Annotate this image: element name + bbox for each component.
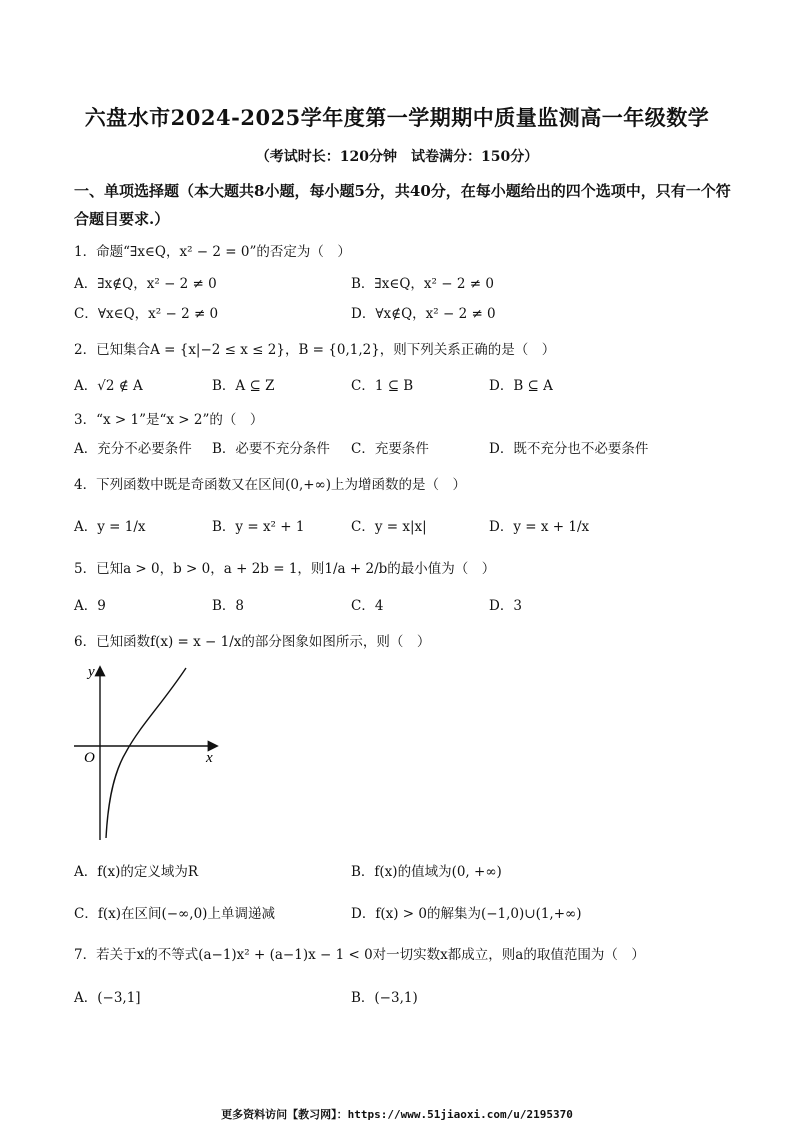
function-curve	[106, 668, 186, 838]
question-2-option-a: A．√2 ∉ A	[74, 378, 143, 394]
origin-label: O	[84, 750, 95, 766]
question-4-option-b: B．y = x² + 1	[212, 519, 305, 535]
question-3-stem: 3．“x > 1”是“x > 2”的（ ）	[74, 412, 264, 428]
function-graph	[70, 660, 230, 845]
question-5-option-b: B．8	[212, 598, 245, 614]
question-2-option-d: D．B ⊆ A	[489, 378, 553, 394]
question-1-stem: 1．命题“∃x∈Q，x² − 2 = 0”的否定为（ ）	[74, 244, 351, 260]
question-2-stem: 2．已知集合A = {x|−2 ≤ x ≤ 2}，B = {0,1,2}，则下列关系正确的是（ ）	[74, 342, 556, 358]
page-title: 六盘水市2024-2025学年度第一学期期中质量监测高一年级数学	[84, 105, 710, 130]
question-2-option-c: C．1 ⊆ B	[351, 378, 414, 394]
question-1-option-d: D．∀x∉Q，x² − 2 ≠ 0	[351, 306, 496, 322]
question-6-option-d: D．f(x) > 0的解集为(−1,0)∪(1,+∞)	[351, 906, 582, 922]
question-5-option-c: C．4	[351, 598, 384, 614]
question-4-option-c: C．y = x|x|	[351, 519, 427, 535]
question-1-option-b: B．∃x∈Q，x² − 2 ≠ 0	[351, 276, 494, 292]
question-5-option-d: D．3	[489, 598, 522, 614]
question-2-option-b: B．A ⊆ Z	[212, 378, 275, 394]
question-1-option-a: A．∃x∉Q，x² − 2 ≠ 0	[74, 276, 217, 292]
question-6-option-c: C．f(x)在区间(−∞,0)上单调递减	[74, 906, 275, 922]
question-4-option-a: A．y = 1/x	[74, 519, 146, 535]
question-7-stem: 7．若关于x的不等式(a−1)x² + (a−1)x − 1 < 0对一切实数x都成立，则a的取值范围为（ ）	[74, 947, 645, 963]
y-axis-label: y	[88, 664, 95, 680]
question-3-option-a: A．充分不必要条件	[74, 441, 192, 457]
section-heading: 一、单项选择题（本大题共8小题，每小题5分，共40分，在每小题给出的四个选项中，只有一个符合题目要求.）	[74, 182, 731, 228]
question-6-option-a: A．f(x)的定义域为R	[74, 864, 199, 880]
question-6-stem: 6．已知函数f(x) = x − 1/x的部分图象如图所示，则（ ）	[74, 634, 431, 650]
exam-info: （考试时长：120分钟 试卷满分：150分）	[255, 149, 539, 165]
x-axis-label: x	[206, 750, 213, 766]
question-4-option-d: D．y = x + 1/x	[489, 519, 590, 535]
question-7-option-a: A．(−3,1]	[74, 990, 141, 1006]
question-3-option-d: D．既不充分也不必要条件	[489, 441, 649, 457]
footer-link[interactable]: 更多资料访问【教习网】：https://www.51jiaoxi.com/u/2195370	[221, 1108, 573, 1121]
question-3-option-b: B．必要不充分条件	[212, 441, 330, 457]
question-7-option-b: B．(−3,1)	[351, 990, 418, 1006]
question-5-stem: 5．已知a > 0，b > 0，a + 2b = 1，则1/a + 2/b的最小值为（ ）	[74, 561, 496, 577]
question-3-option-c: C．充要条件	[351, 441, 429, 457]
question-4-stem: 4．下列函数中既是奇函数又在区间(0,+∞)上为增函数的是（ ）	[74, 477, 467, 493]
question-5-option-a: A．9	[74, 598, 106, 614]
question-1-option-c: C．∀x∈Q，x² − 2 ≠ 0	[74, 306, 219, 322]
question-6-option-b: B．f(x)的值域为(0, +∞)	[351, 864, 502, 880]
